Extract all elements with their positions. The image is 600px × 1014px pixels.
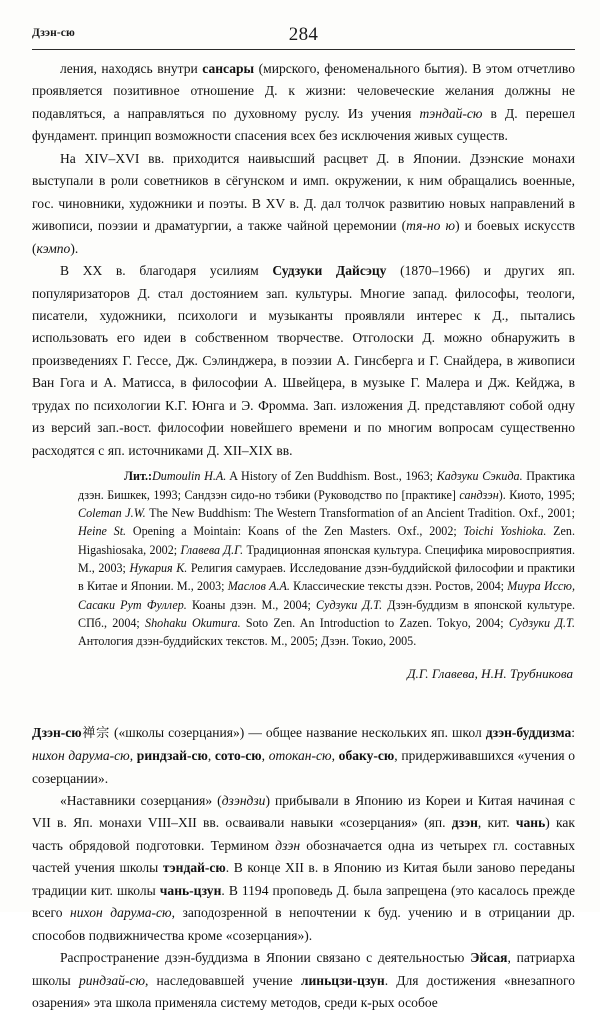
literature-references: Dumoulin H.A. A History of Zen Buddhism. Bost., 1963; Кадзуки Сэкида. Практика дзэн. Бишкек, 1993; Сандзэн сидо-но тэбики (Руководство по [практике] сандзэн). Киото, 1995; Coleman J.W. The New Buddhism: The Western Transformation of an Ancient Tradition. Oxf., 2001; Heine St. Opening a Mointain: Koans of the Zen Masters. Oxf., 2002; Toichi Yoshioka. Zen. Higashiosaka, 2002; Главева Д.Г. Традиционная японская культура. Специфика мировосприятия. М., 2003; Нукария К. Религия самураев. Исследование дзэн-буддийской философии и практики в Китае и Японии. М., 2003; Маслов А.А. Классические тексты дзэн. Ростов, 2004; Миура Иссю, Сасаки Рут Фуллер. Коаны дзэн. М., 2004; Судзуки Д.Т. Дзэн-буддизм в японской культуре. СПб., 2004; Shohaku Okumura. Soto Zen. An Introduction to Zazen. Tokyo, 2004; Судзуки Д.Т. Антология дзэн-буддийских текстов. М., 2005; Дзэн. Токио, 2005. bbox=[78, 469, 575, 649]
text-column bbox=[32, 58, 575, 1014]
literature-label: Лит.: bbox=[124, 469, 153, 484]
entry-paragraph-2: «Наставники созерцания» (дзэндзи) прибывали в Японию из Кореи и Китая начиная с VII в. Яп. монахи VIII–XII вв. осваивали навыки «созерцания» (яп. дзэн, кит. чань) как часть обрядовой подготовки. Термином дзэн обозначается одна из четырех гл. составных частей учения школы тэндай-сю. В конце XII в. в Японию из Китая были заново переданы традиции кит. школы чань-цзун. В 1194 проповедь Д. была запрещена (это касалось прежде всего нихон дарума-сю, заподозренной в непочтении к буд. учению и в отрицании др. способов подвижничества кроме «созерцания»). bbox=[32, 792, 576, 943]
literature-block bbox=[32, 467, 575, 650]
page-number: 284 bbox=[288, 24, 319, 45]
entry-cjk-glyphs: 禅宗 bbox=[81, 725, 110, 741]
paragraph-continued-3: В XX в. благодаря усилиям Судзуки Дайсэцу (1870–1966) и других яп. популяризаторов Д. стал достоянием зап. культуры. Многие запад. философы, теологи, писатели, художники, психологи и музыканты проявляли интерес к Д., пытались использовать его идеи в собственном творчестве. Отголоски Д. можно обнаружить в произведениях Г. Гессе, Дж. Сэлинджера, в поэзии А. Гинсберга и Г. Снайдера, в живописи Ван Гога и А. Матисса, в философии А. Швейцера, в музыке Г. Малера и Дж. Кейджа, в трудах по психологии К.Г. Юнга и Э. Фромма. Зап. изложения Д. представляют собой одну из версий зап.-вост. философии новейшего времени и по многим вопросам существенно расходятся с яп. источниками Д. XII–XIX вв. bbox=[32, 263, 575, 458]
entry-definition: («школы созерцания») — общее название нескольких яп. школ дзэн-буддизма: нихон дарума-сю, риндзай-сю, сото-сю, отокан-сю, обаку-сю, придерживавшихся «учения о созерцании». bbox=[32, 724, 576, 786]
header-divider bbox=[32, 49, 575, 50]
paragraph-continued-2: На XIV–XVI вв. приходится наивысший расцвет Д. в Японии. Дзэнские монахи выступали в роли советников в сёгунском и имп. окружении, к ним обращались военные, гос. чиновники, художники и поэты. В XV в. Д. дал толчок развитию новых направлений в живописи, поэзии и драматургии, а также чайной церемонии (тя-но ю) и боевых искусств (кэмпо). bbox=[32, 150, 576, 256]
article-attribution: Д.Г. Главева, Н.Н. Трубникова bbox=[407, 665, 573, 681]
entry-paragraph-3: Распространение дзэн-буддизма в Японии связано с деятельностью Эйсая, патриарха школы риндзай-сю, наследовавшей учение линьцзи-цзун. Для достижения «внезапного озарения» эта школа применяла систему методов, среди к-рых особое bbox=[32, 950, 576, 1011]
dictionary-entry bbox=[32, 722, 575, 1014]
running-head-title: Дзэн-сю bbox=[32, 27, 75, 39]
entry-headword: Дзэн-сю bbox=[32, 724, 82, 740]
paragraph-continued-1: ления, находясь внутри сансары (мирского, феноменального бытия). В этом отчетливо проявляется позитивное отношение Д. к жизни: человеческие желания должны не подавляться, а направляться по духовному руслу. Из учения тэндай-сю в Д. перешел фундамент. принцип возможности спасения всех без исключения живых существ. bbox=[32, 61, 575, 144]
entry-headword-paragraph bbox=[32, 722, 575, 790]
running-head bbox=[32, 24, 575, 46]
